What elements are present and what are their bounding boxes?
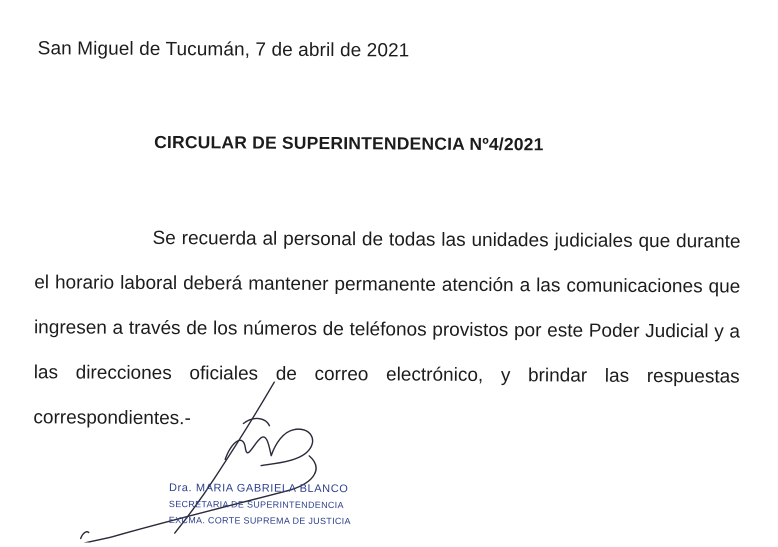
stamp-name: Dra. MARIA GABRIELA BLANCO: [168, 482, 349, 496]
place-date: San Miguel de Tucumán, 7 de abril de 2021: [37, 38, 410, 62]
circular-body: Se recuerda al personal de todas las unidades judiciales que durante el horario laboral deberá mantener permanente atención a las comunicaciones que ingresen a través de los números de teléfonos provistos por este Poder Judicial y a las direcciones oficiales de correo electrónico, y brindar las respuestas correspondientes.-: [33, 227, 741, 430]
circular-title: CIRCULAR DE SUPERINTENDENCIA Nº4/2021: [154, 131, 544, 155]
stamp-position: SECRETARIA DE SUPERINTENDENCIA: [168, 499, 344, 511]
stamp-institution: EXCMA. CORTE SUPREMA DE JUSTICIA: [168, 515, 351, 527]
official-stamp: [169, 480, 351, 529]
